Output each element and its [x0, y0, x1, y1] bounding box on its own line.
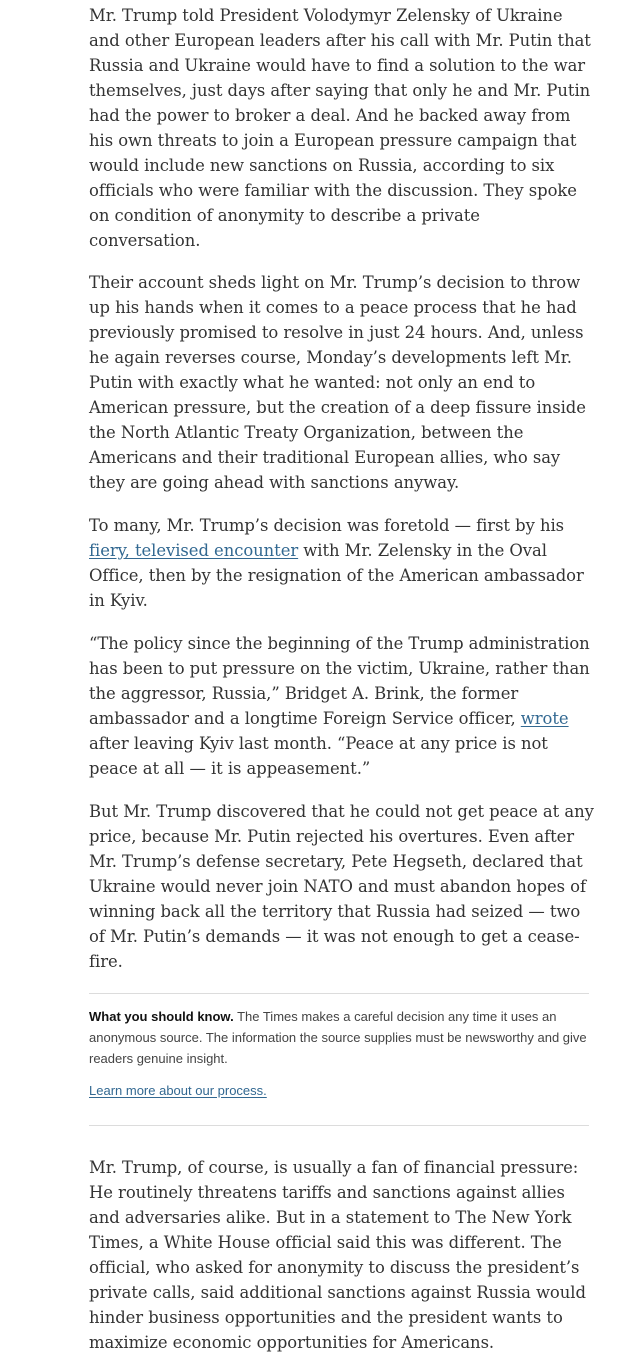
article-paragraph: But Mr. Trump discovered that he could not get peace at any price, because Mr. Putin rejected his overtures. Even after Mr. Trump’s defense secretary, Pete Hegseth, declared that Ukraine would never join NATO and must abandon hopes of winning back all the territory that Russia had seized — two of Mr. Putin’s demands — it was not enough to get a cease-fire.: [89, 802, 594, 971]
inline-link-wrote[interactable]: wrote: [520, 709, 569, 728]
article-paragraph: Their account sheds light on Mr. Trump’s decision to throw up his hands when it comes to a peace process that he had previously promised to resolve in just 24 hours. And, unless he again reverses course, Monday’s developments left Mr. Putin with exactly what he wanted: not only an end to American pressure, but the creation of a deep fissure inside the North Atlantic Treaty Organization, between the Americans and their traditional European allies, who say they are going ahead with sanctions anyway.: [89, 273, 586, 492]
learn-more-link[interactable]: Learn more about our process.: [89, 1083, 267, 1098]
anonymous-source-note: [89, 993, 589, 1126]
paragraph-text: “The policy since the beginning of the Trump administration has been to put pressure on the victim, Ukraine, rather than the aggressor, Russia,” Bridget A. Brink, the former ambassador and a longtime Foreign Service officer,: [89, 634, 590, 728]
paragraph-text: after leaving Kyiv last month. “Peace at any price is not peace at all — it is appeasement.”: [89, 734, 548, 778]
article-paragraph: [89, 631, 595, 781]
article-paragraph: Mr. Trump, of course, is usually a fan of financial pressure: He routinely threatens tariffs and sanctions against allies and adversaries alike. But in a statement to The New York Times, a White House official said this was different. The official, who asked for anonymity to discuss the president’s private calls, said additional sanctions against Russia would hinder business opportunities and the president wants to maximize economic opportunities for Americans.: [89, 1158, 586, 1352]
paragraph-text: To many, Mr. Trump’s decision was foretold — first by his: [89, 516, 565, 535]
note-text: [89, 1006, 589, 1069]
article-paragraph: [89, 513, 595, 613]
article-body: [89, 3, 595, 1355]
note-body: The Times makes a careful decision any time it uses an anonymous source. The information the source supplies must be newsworthy and give readers genuine insight.: [89, 1009, 587, 1066]
note-heading: What you should know.: [89, 1009, 234, 1024]
inline-link-fiery-encounter[interactable]: fiery, televised encounter: [89, 541, 299, 560]
paragraph-text: with Mr. Zelensky in the Oval Office, then by the resignation of the American ambassador in Kyiv.: [89, 541, 584, 610]
article-paragraph: Mr. Trump told President Volodymyr Zelensky of Ukraine and other European leaders after his call with Mr. Putin that Russia and Ukraine would have to find a solution to the war themselves, just days after saying that only he and Mr. Putin had the power to broker a deal. And he backed away from his own threats to join a European pressure campaign that would include new sanctions on Russia, according to six officials who were familiar with the discussion. They spoke on condition of anonymity to describe a private conversation.: [89, 6, 591, 250]
